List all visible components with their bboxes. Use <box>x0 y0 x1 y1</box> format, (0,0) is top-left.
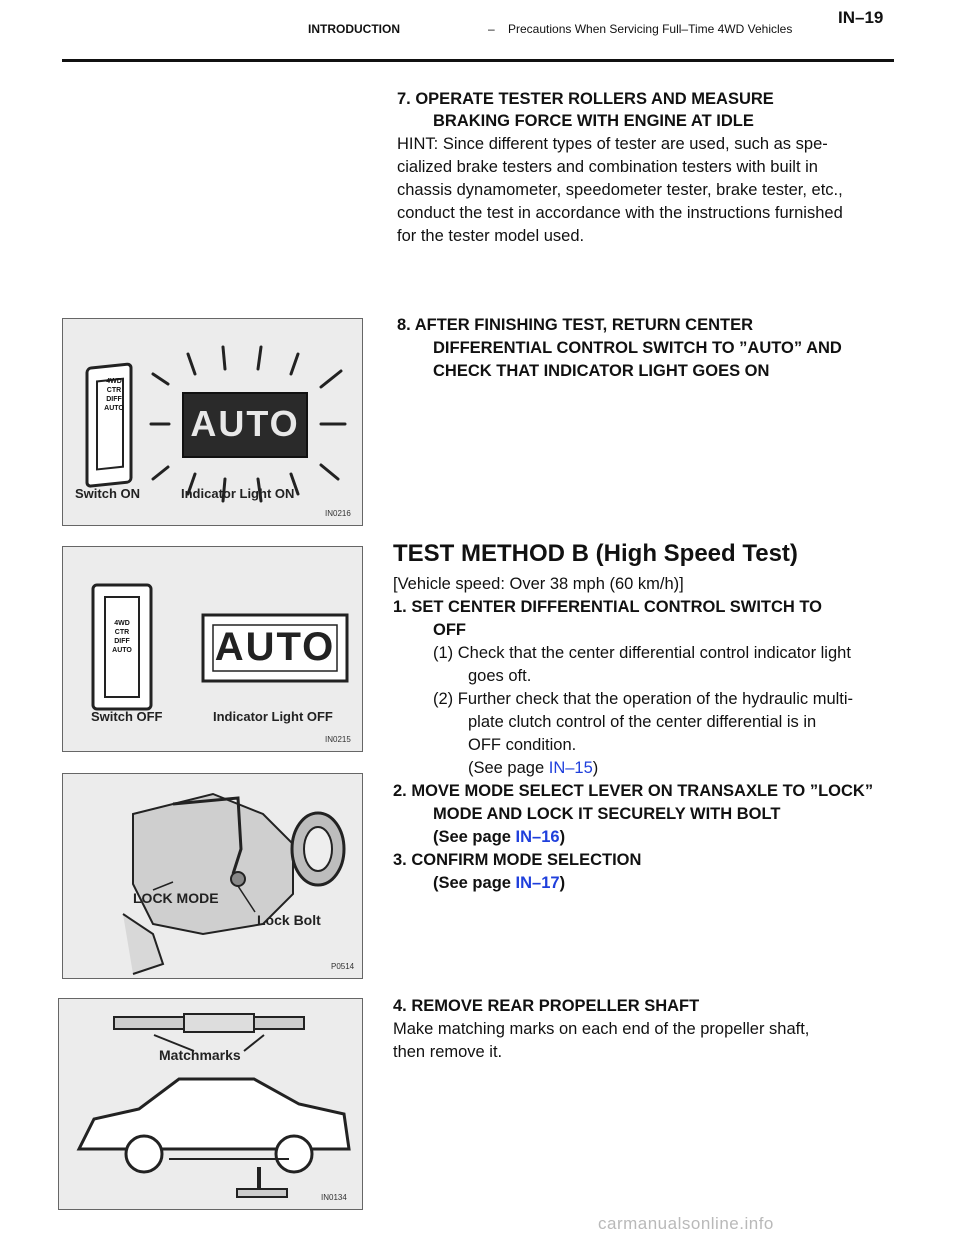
indicator-on-label: Indicator Light ON <box>181 486 295 501</box>
lock-mode-label: LOCK MODE <box>133 890 219 906</box>
step7-hint-line: HINT: Since different types of tester are used, such as spe- <box>397 135 828 153</box>
link-in-16[interactable]: IN–16 <box>515 828 560 846</box>
page-number: IN–19 <box>838 8 884 27</box>
header-section: INTRODUCTION <box>308 22 400 36</box>
method-b-step2-line2: MODE AND LOCK IT SECURELY WITH BOLT <box>433 805 781 823</box>
step7-hint-line: conduct the test in accordance with the instructions furnished <box>397 204 843 222</box>
switch-off-face-text: 4WD CTR DIFF AUTO <box>112 620 132 654</box>
method-b-step1-sub1-line2: goes oft. <box>468 667 532 685</box>
step7-hint-line: chassis dynamometer, speedometer tester, brake tester, etc., <box>397 181 843 199</box>
method-b-speed: [Vehicle speed: Over 38 mph (60 km/h)] <box>393 575 684 593</box>
method-b-step4-line1: Make matching marks on each end of the propeller shaft, <box>393 1020 810 1038</box>
indicator-off-label: Indicator Light OFF <box>213 709 333 724</box>
method-b-step1-line2: OFF <box>433 621 466 639</box>
watermark-text: carmanualsonline.info <box>598 1214 774 1233</box>
method-b-step1-sub2-line2: plate clutch control of the center differential is in <box>468 713 817 731</box>
method-b-step3-see: (See page IN–17) <box>433 874 566 892</box>
method-b-step2-line1: 2. MOVE MODE SELECT LEVER ON TRANSAXLE TO ”LOCK” <box>393 782 874 800</box>
propeller-shaft-illustration <box>59 999 362 1209</box>
switch-on-face-text: 4WD CTR DIFF AUTO <box>104 378 124 412</box>
lock-bolt-label: Lock Bolt <box>257 912 321 928</box>
figure-code: IN0216 <box>325 509 351 518</box>
method-b-step3-line1: 3. CONFIRM MODE SELECTION <box>393 851 642 869</box>
switch-off-label: Switch OFF <box>91 709 163 724</box>
method-b-step1-sub2-line1: (2) Further check that the operation of the hydraulic multi- <box>433 690 854 708</box>
indicator-off-text: AUTO <box>214 625 336 669</box>
method-b-step4-line2: then remove it. <box>393 1043 503 1061</box>
matchmarks-label: Matchmarks <box>159 1047 241 1063</box>
figure-switch-off <box>62 546 363 752</box>
switch-on-label: Switch ON <box>75 486 141 501</box>
figure-code: IN0215 <box>325 735 351 744</box>
figure-propeller-shaft <box>58 998 363 1210</box>
method-b-step1-sub1-line1: (1) Check that the center differential control indicator light <box>433 644 851 662</box>
link-in-15[interactable]: IN–15 <box>548 759 593 777</box>
step8-line3: CHECK THAT INDICATOR LIGHT GOES ON <box>433 362 770 380</box>
link-in-17[interactable]: IN–17 <box>515 874 560 892</box>
step7-hint-line: for the tester model used. <box>397 227 585 245</box>
method-b-step1-see: (See page IN–15) <box>468 759 599 777</box>
method-b-heading: TEST METHOD B (High Speed Test) <box>393 540 798 567</box>
method-b-step2-see: (See page IN–16) <box>433 828 566 846</box>
method-b-step4-title: 4. REMOVE REAR PROPELLER SHAFT <box>393 997 700 1015</box>
step8-line1: 8. AFTER FINISHING TEST, RETURN CENTER <box>397 316 753 334</box>
header-subtitle: Precautions When Servicing Full–Time 4WD Vehicles <box>508 22 793 36</box>
method-b-step1-line1: 1. SET CENTER DIFFERENTIAL CONTROL SWITCH TO <box>393 598 823 616</box>
figure-code: P0514 <box>331 962 355 971</box>
header-divider <box>62 59 894 62</box>
figure-code: IN0134 <box>321 1193 347 1202</box>
header-separator: – <box>488 22 495 36</box>
step7-hint-line: cialized brake testers and combination testers with built in <box>397 158 818 176</box>
transaxle-illustration <box>63 774 362 978</box>
method-b-step1-sub2-line3: OFF condition. <box>468 736 577 754</box>
step8-line2: DIFFERENTIAL CONTROL SWITCH TO ”AUTO” AND <box>433 339 842 357</box>
figure-lock-mode <box>62 773 363 979</box>
step7-title-line1: 7. OPERATE TESTER ROLLERS AND MEASURE <box>397 90 774 108</box>
figure-switch-on <box>62 318 363 526</box>
indicator-on-text: AUTO <box>190 403 300 444</box>
step7-title-line2: BRAKING FORCE WITH ENGINE AT IDLE <box>433 112 754 130</box>
